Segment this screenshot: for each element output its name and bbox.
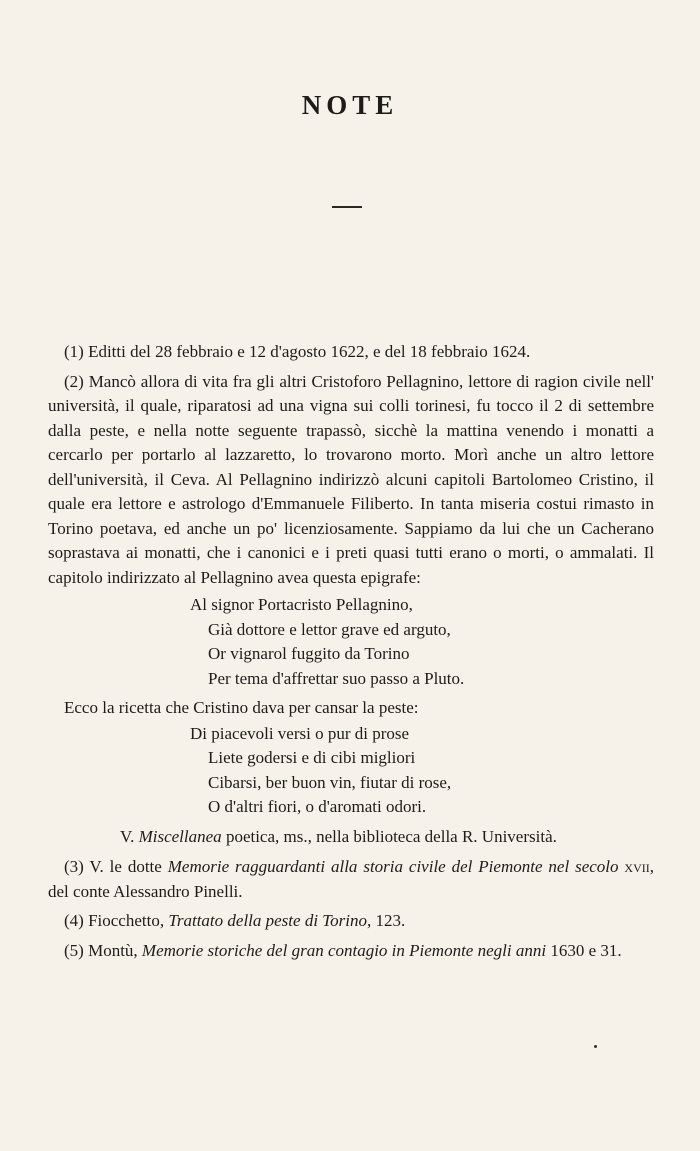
note-3-rest: , del conte Alessandro Pinelli. — [48, 857, 654, 901]
notes-body — [48, 340, 654, 966]
page-title: NOTE — [301, 90, 399, 120]
note-4 — [48, 909, 654, 934]
note-5-prefix: (5) Montù, — [64, 940, 138, 960]
verse-line: Al signor Portacristo Pellagnino, — [190, 595, 413, 614]
note-5 — [48, 939, 654, 964]
source-rest: poetica, ms., nella biblioteca della R. Università. — [225, 826, 557, 846]
page-speck — [594, 1045, 597, 1048]
verse-recipe — [48, 722, 654, 820]
note-2: (2) Mancò allora di vita fra gli altri Cristoforo Pellagnino, lettore di ragion civile nell' università, il quale, riparatosi ad una vigna sui colli torinesi, fu tocco il 2 di settembre dalla peste, e nella notte seguente trapassò, sicchè la mattina venendo i monatti a cercarlo per portarlo al lazzaretto, lo trovarono morto. Morì anche un altro lettore dell'università, il Ceva. Al Pellagnino indirizzò alcuni capitoli Bartolomeo Cristino, il quale era lettore e astrologo d'Emmanuele Filiberto. In tanta miseria costui rimasto in Torino poetava, ed anche un po' licenziosamente. Sappiamo da lui che un Cacherano soprastava ai monatti, che i canonici e i preti quasi tutti erano o morti, o ammalati. Il capitolo indirizzato al Pellagnino avea questa epigrafe: — [48, 371, 654, 587]
verse-line: Per tema d'affrettar suo passo a Pluto. — [208, 668, 465, 688]
note-5-title: Memorie storiche del gran contagio in Piemonte negli anni — [141, 940, 547, 960]
title-rule — [332, 206, 362, 208]
source-prefix: V. — [120, 826, 135, 846]
verse-line: Di piacevoli versi o pur di prose — [190, 723, 410, 743]
verse-line: Già dottore e lettor grave ed arguto, — [208, 619, 451, 639]
recipe-intro: Ecco la ricetta che Cristino dava per cansar la peste: — [64, 698, 419, 717]
note-4-prefix: (4) Fiocchetto, — [64, 911, 165, 930]
note-3-prefix: (3) V. le dotte — [64, 857, 162, 876]
note-3-title: Memorie ragguardanti alla storia civile del Piemonte nel secolo — [167, 857, 619, 876]
verse-line: Cibarsi, ber buon vin, fiutar di rose, — [208, 772, 452, 792]
source-citation — [48, 825, 654, 850]
note-3 — [48, 855, 654, 904]
note-1: (1) Editti del 28 febbraio e 12 d'agosto 1622, e del 18 febbraio 1624. — [64, 342, 531, 361]
verse-line: Or vignarol fuggito da Torino — [208, 644, 410, 663]
note-5-rest: 1630 e 31. — [550, 940, 622, 960]
note-4-title: Trattato della peste di Torino — [168, 911, 368, 930]
source-title: Miscellanea — [138, 826, 222, 846]
verse-epigraph — [48, 593, 654, 691]
verse-line: O d'altri fiori, o d'aromati odori. — [208, 797, 427, 816]
verse-line: Liete godersi e di cibi migliori — [208, 748, 416, 767]
note-3-century: xvii — [624, 857, 650, 876]
note-4-rest: , 123. — [367, 911, 406, 930]
